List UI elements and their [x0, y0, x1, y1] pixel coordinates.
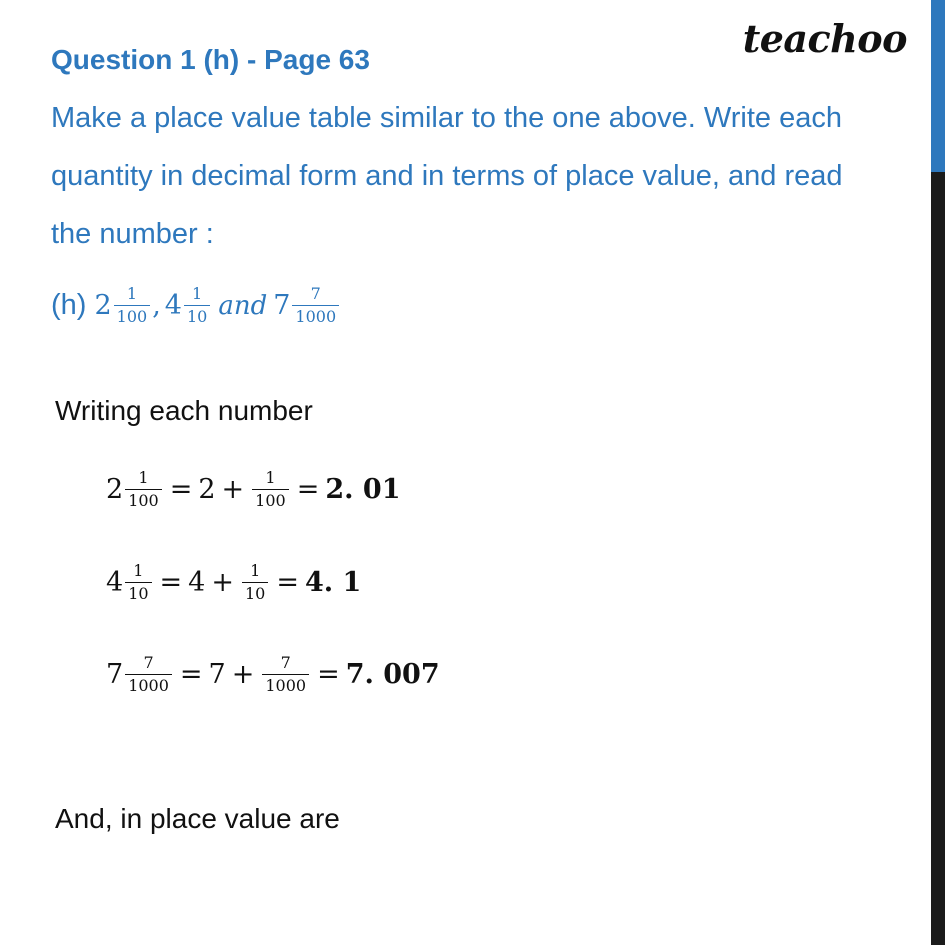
eq-fraction	[125, 470, 162, 509]
eq-fraction-repeat	[262, 655, 309, 694]
fraction-denominator: 1000	[125, 674, 172, 694]
fraction-numerator: 1	[138, 468, 149, 487]
eq-whole: 7	[106, 659, 124, 690]
plus-sign: +	[231, 659, 255, 690]
fraction-numerator: 1	[133, 561, 144, 580]
mixed-number-3-whole: 7	[273, 290, 291, 321]
question-line-1: Make a place value table similar to the one above. Write each	[51, 102, 842, 134]
equation-3	[106, 655, 440, 694]
solution-outro: And, in place value are	[55, 803, 340, 834]
question-part-h	[51, 286, 341, 325]
equation-1	[106, 470, 401, 509]
teachoo-logo: teachoo	[742, 16, 907, 61]
fraction-numerator: 7	[143, 653, 154, 672]
eq-decimal-result: 2. 01	[325, 474, 401, 505]
eq-decimal-result: 7. 007	[345, 659, 440, 690]
equation-2	[106, 563, 361, 602]
fraction-numerator: 1	[126, 284, 137, 303]
fraction-denominator: 1000	[292, 305, 339, 325]
eq-whole: 4	[106, 567, 124, 598]
separator-comma: ,	[152, 290, 161, 321]
mixed-number-1-whole: 2	[94, 290, 112, 321]
eq-fraction-repeat	[242, 563, 268, 602]
fraction-numerator: 7	[280, 653, 291, 672]
fraction-denominator: 10	[184, 305, 210, 325]
equals-sign: =	[317, 659, 340, 690]
fraction-denominator: 1000	[262, 674, 309, 694]
eq-decimal-result: 4. 1	[304, 567, 362, 598]
fraction-denominator: 100	[125, 489, 162, 509]
part-label: (h)	[51, 289, 87, 321]
equals-sign: =	[179, 659, 203, 690]
fraction-numerator: 1	[250, 561, 261, 580]
fraction-denominator: 100	[114, 305, 151, 325]
mixed-number-2-whole: 4	[164, 290, 182, 321]
fraction-numerator: 1	[265, 468, 276, 487]
eq-whole-repeat: 4	[188, 567, 206, 598]
plus-sign: +	[211, 567, 234, 598]
side-rail-accent	[931, 0, 945, 172]
fraction-numerator: 1	[192, 284, 203, 303]
eq-whole-repeat: 7	[208, 659, 226, 690]
equals-sign: =	[159, 567, 183, 598]
plus-sign: +	[221, 474, 245, 505]
mixed-number-2-fraction	[184, 286, 210, 325]
question-line-2: quantity in decimal form and in terms of place value, and read	[51, 160, 843, 192]
eq-fraction	[125, 563, 151, 602]
fraction-denominator: 100	[252, 489, 289, 509]
question-line-3: the number :	[51, 218, 214, 250]
eq-whole: 2	[106, 474, 124, 505]
equals-sign: =	[169, 474, 193, 505]
mixed-number-1-fraction	[114, 286, 151, 325]
conjunction-and: and	[218, 290, 268, 321]
equals-sign: =	[296, 474, 320, 505]
fraction-numerator: 7	[310, 284, 321, 303]
fraction-denominator: 10	[125, 582, 151, 602]
question-title: Question 1 (h) - Page 63	[51, 44, 370, 75]
fraction-denominator: 10	[242, 582, 268, 602]
eq-fraction-repeat	[252, 470, 289, 509]
solution-intro: Writing each number	[55, 395, 313, 426]
equals-sign: =	[276, 567, 299, 598]
eq-whole-repeat: 2	[198, 474, 216, 505]
eq-fraction	[125, 655, 172, 694]
mixed-number-3-fraction	[292, 286, 339, 325]
